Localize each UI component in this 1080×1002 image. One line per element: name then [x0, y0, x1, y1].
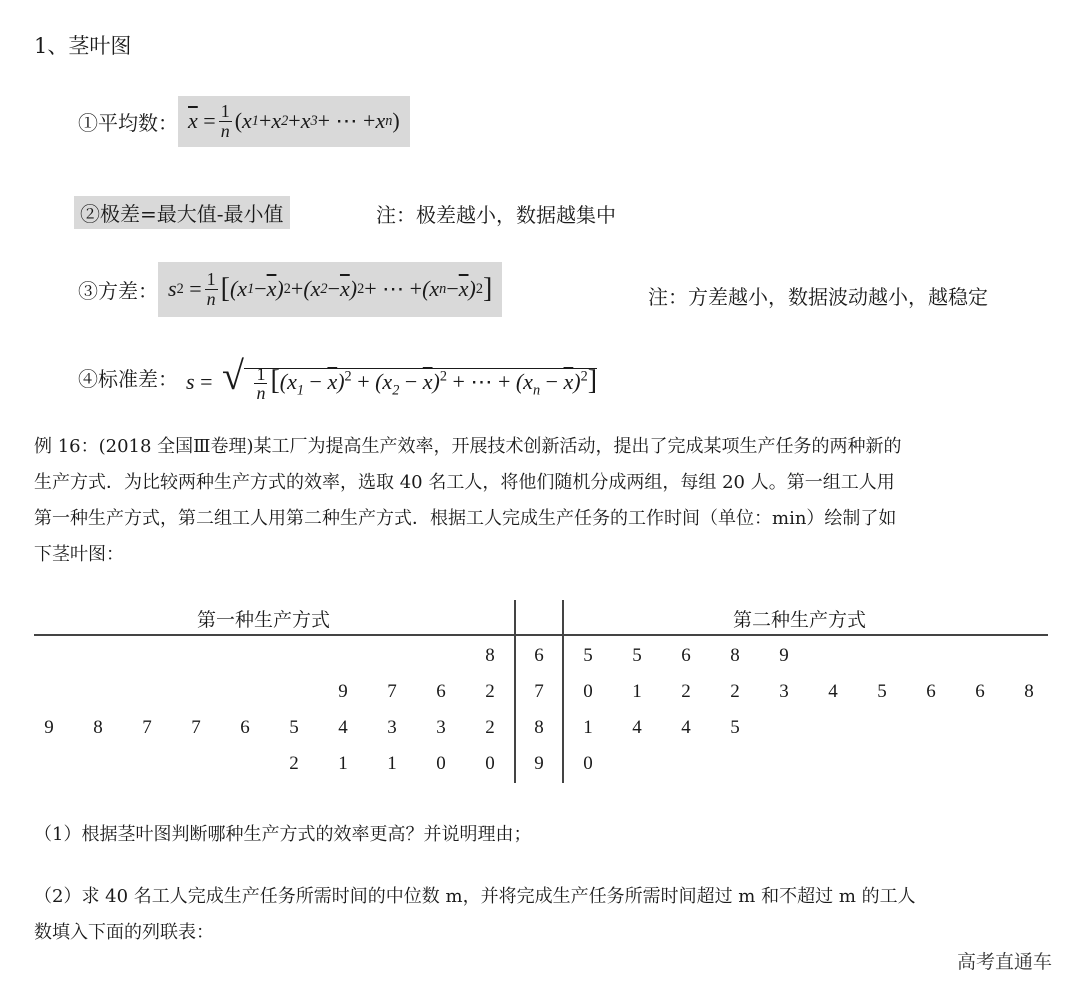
left-leaf: 6: [436, 681, 446, 702]
right-leaf: 4: [828, 681, 838, 702]
right-header: 第二种生产方式: [733, 609, 867, 631]
watermark: 高考直通车: [956, 951, 1052, 973]
example-line-4: 下茎叶图：: [34, 544, 124, 565]
left-leaf: 9: [338, 681, 348, 702]
stem-value: 9: [534, 753, 544, 774]
question-1: （1）根据茎叶图判断哪种生产方式的效率更高？并说明理由；: [34, 824, 532, 845]
right-leaf: 8: [730, 645, 740, 666]
right-leaf: 9: [779, 645, 789, 666]
variance-formula: s 2 = $\frac{1}{n}$ [ (x 1 − $\overline{x}$ ) 2 + (x 2 − $\overline{x}$ ) 2 + ⋯ + (x n − $\overline{x}$ ) 2 ]: [158, 262, 502, 317]
left-leaf: 1: [387, 753, 397, 774]
left-leaf: 4: [338, 717, 348, 738]
left-leaf: 6: [240, 717, 250, 738]
range-note: 注：极差越小，数据越集中: [376, 203, 616, 227]
left-leaf: 2: [485, 681, 495, 702]
stem-value: 8: [534, 717, 544, 738]
left-leaf: 9: [44, 717, 54, 738]
std-formula-row: [78, 352, 597, 403]
right-leaf: 4: [681, 717, 691, 738]
right-leaf: 4: [632, 717, 642, 738]
range-label: ②极差=最大值-最小值: [74, 196, 290, 229]
left-leaf: 0: [436, 753, 446, 774]
left-stem-divider: [514, 600, 516, 783]
example-line-3: 第一种生产方式，第二组工人用第二种生产方式．根据工人完成生产任务的工作时间（单位：min）绘制了如: [34, 508, 897, 529]
right-leaf: 0: [583, 681, 593, 702]
right-stem-divider: [562, 600, 564, 783]
stem-value: 7: [534, 681, 544, 702]
right-leaf: 6: [681, 645, 691, 666]
right-leaf: 5: [730, 717, 740, 738]
left-leaf: 8: [93, 717, 103, 738]
question-2-line-1: （2）求 40 名工人完成生产任务所需时间的中位数 m，并将完成生产任务所需时间超过 m 和不超过 m 的工人: [34, 886, 916, 907]
right-leaf: 5: [877, 681, 887, 702]
mean-formula-row: [78, 96, 410, 147]
right-leaf: 5: [583, 645, 593, 666]
std-formula: s = √ $\frac{1}{n}$ [$(x_1 - \overline{x})^2 + (x_2 - \overline{x})^2$ + ⋯ + $(x_n - \overline{x})^2$]: [186, 353, 598, 404]
left-leaf: 2: [289, 753, 299, 774]
range-row: [78, 196, 290, 229]
left-leaf: 3: [387, 717, 397, 738]
left-leaf: 7: [142, 717, 152, 738]
right-leaf: 0: [583, 753, 593, 774]
right-leaf: 8: [1024, 681, 1034, 702]
left-leaf: 8: [485, 645, 495, 666]
left-leaf: 0: [485, 753, 495, 774]
section-heading: 1、茎叶图: [34, 34, 132, 58]
right-leaf: 6: [975, 681, 985, 702]
left-leaf: 7: [387, 681, 397, 702]
right-leaf: 3: [779, 681, 789, 702]
mean-label: ①平均数：: [78, 110, 178, 135]
right-leaf: 5: [632, 645, 642, 666]
left-leaf: 1: [338, 753, 348, 774]
right-leaf: 1: [632, 681, 642, 702]
variance-label: ③方差：: [78, 278, 158, 303]
mean-formula: $\overline{x}$ = $\frac{1}{n}$ ( x 1 + x 2 + x 3 + ⋯ + x n ): [178, 96, 410, 147]
left-header: 第一种生产方式: [197, 609, 331, 631]
right-leaf: 2: [681, 681, 691, 702]
left-leaf: 7: [191, 717, 201, 738]
example-line-2: 生产方式．为比较两种生产方式的效率，选取 40 名工人，将他们随机分成两组，每组 20 人。第一组工人用: [34, 472, 895, 493]
right-leaf: 1: [583, 717, 593, 738]
right-leaf: 6: [926, 681, 936, 702]
question-2-line-2: 数填入下面的列联表：: [34, 922, 214, 943]
variance-note: 注：方差越小，数据波动越小，越稳定: [648, 285, 988, 309]
example-line-1: 例 16：(2018 全国Ⅲ卷理)某工厂为提高生产效率，开展技术创新活动，提出了完成某项生产任务的两种新的: [34, 436, 902, 457]
std-label: ④标准差：: [78, 367, 178, 392]
left-leaf: 3: [436, 717, 446, 738]
left-leaf: 2: [485, 717, 495, 738]
variance-formula-row: [78, 262, 502, 317]
header-rule: [34, 634, 1048, 636]
right-leaf: 2: [730, 681, 740, 702]
stem-value: 6: [534, 645, 544, 666]
left-leaf: 5: [289, 717, 299, 738]
